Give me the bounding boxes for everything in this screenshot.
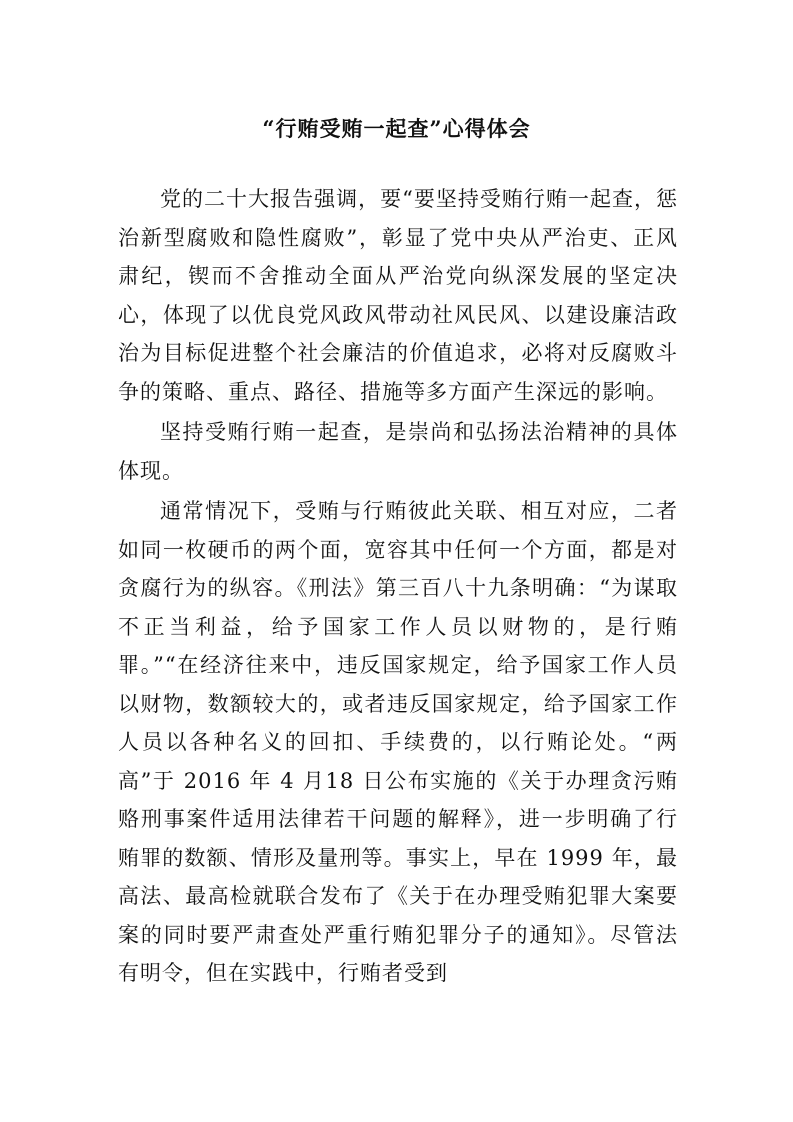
paragraph: 通常情况下，受贿与行贿彼此关联、相互对应，二者如同一枚硬币的两个面，宽容其中任何一个方面，都是对贪腐行为的纵容。《刑法》第三百八十九条明确：“为谋取不正当利益，给予国家工作人员以财物的，是行贿罪。”“在经济往来中，违反国家规定，给予国家工作人员以财物，数额较大的，或者违反国家规定，给予国家工作人员以各种名义的回扣、手续费的，以行贿论处。“两高”于 2016 年 4 月18 日公布实施的《关于办理贪污贿赂刑事案件适用法律若干问题的解释》，进一步明确了行贿罪的数额、情形及量刑等。事实上，早在 1999 年，最高法、最高检就联合发布了《关于在办理受贿犯罪大案要案的同时要严肃查处严重行贿犯罪分子的通知》。尽管法有明令，但在实践中，行贿者受到 <box>118 499 678 985</box>
document-body <box>118 180 678 993</box>
paragraph: 党的二十大报告强调，要“要坚持受贿行贿一起查，惩治新型腐败和隐性腐败”，彰显了党中央从严治吏、正风肃纪，锲而不舍推动全面从严治党向纵深发展的坚定决心，体现了以优良党风政风带动社风民风、以建设廉洁政治为目标促进整个社会廉洁的价值追求，必将对反腐败斗争的策略、重点、路径、措施等多方面产生深远的影响。 <box>118 187 678 404</box>
page-title: “行贿受贿一起查”心得体会 <box>262 116 531 142</box>
paragraph: 坚持受贿行贿一起查，是崇尚和弘扬法治精神的具体体现。 <box>118 420 678 483</box>
